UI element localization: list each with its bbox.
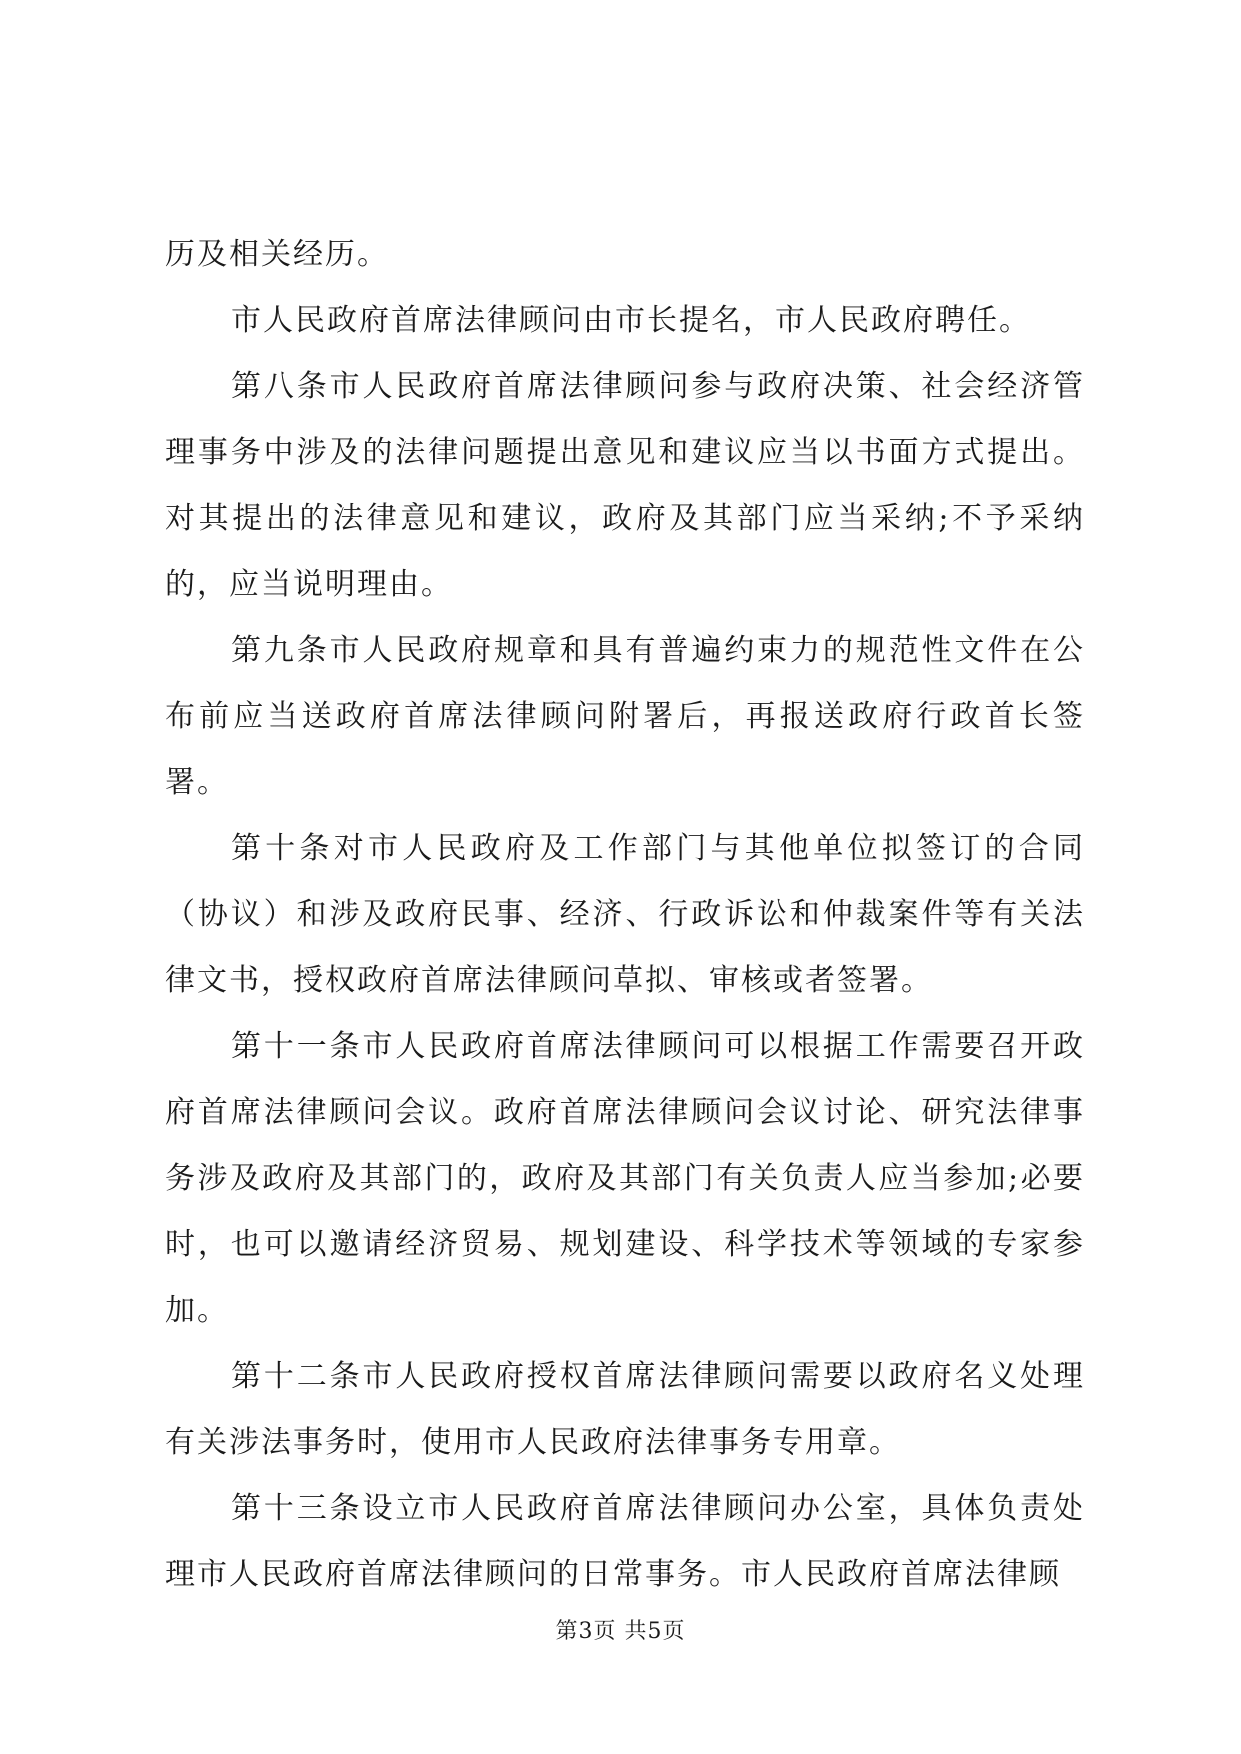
paragraph: 市人民政府首席法律顾问由市长提名，市人民政府聘任。 (231, 303, 1031, 338)
document-body (165, 222, 1085, 1608)
paragraph: 第八条市人民政府首席法律顾问参与政府决策、社会经济管理事务中涉及的法律问题提出意见和建议应当以书面方式提出。对其提出的法律意见和建议，政府及其部门应当采纳;不予采纳的，应当说明理由。 (165, 369, 1085, 602)
paragraph: 第十一条市人民政府首席法律顾问可以根据工作需要召开政府首席法律顾问会议。政府首席法律顾问会议讨论、研究法律事务涉及政府及其部门的，政府及其部门有关负责人应当参加;必要时，也可以邀请经济贸易、规划建设、科学技术等领域的专家参加。 (165, 1029, 1085, 1328)
paragraph: 历及相关经历。 (165, 237, 389, 272)
paragraph: 第十二条市人民政府授权首席法律顾问需要以政府名义处理有关涉法事务时，使用市人民政府法律事务专用章。 (165, 1359, 1085, 1460)
page-footer: 第3页 共5页 (555, 1619, 686, 1644)
paragraph: 第十条对市人民政府及工作部门与其他单位拟签订的合同（协议）和涉及政府民事、经济、行政诉讼和仲裁案件等有关法律文书，授权政府首席法律顾问草拟、审核或者签署。 (165, 831, 1085, 998)
paragraph: 第九条市人民政府规章和具有普遍约束力的规范性文件在公布前应当送政府首席法律顾问附署后，再报送政府行政首长签署。 (165, 633, 1085, 800)
paragraph: 第十三条设立市人民政府首席法律顾问办公室，具体负责处理市人民政府首席法律顾问的日常事务。市人民政府首席法律顾 (165, 1491, 1085, 1592)
